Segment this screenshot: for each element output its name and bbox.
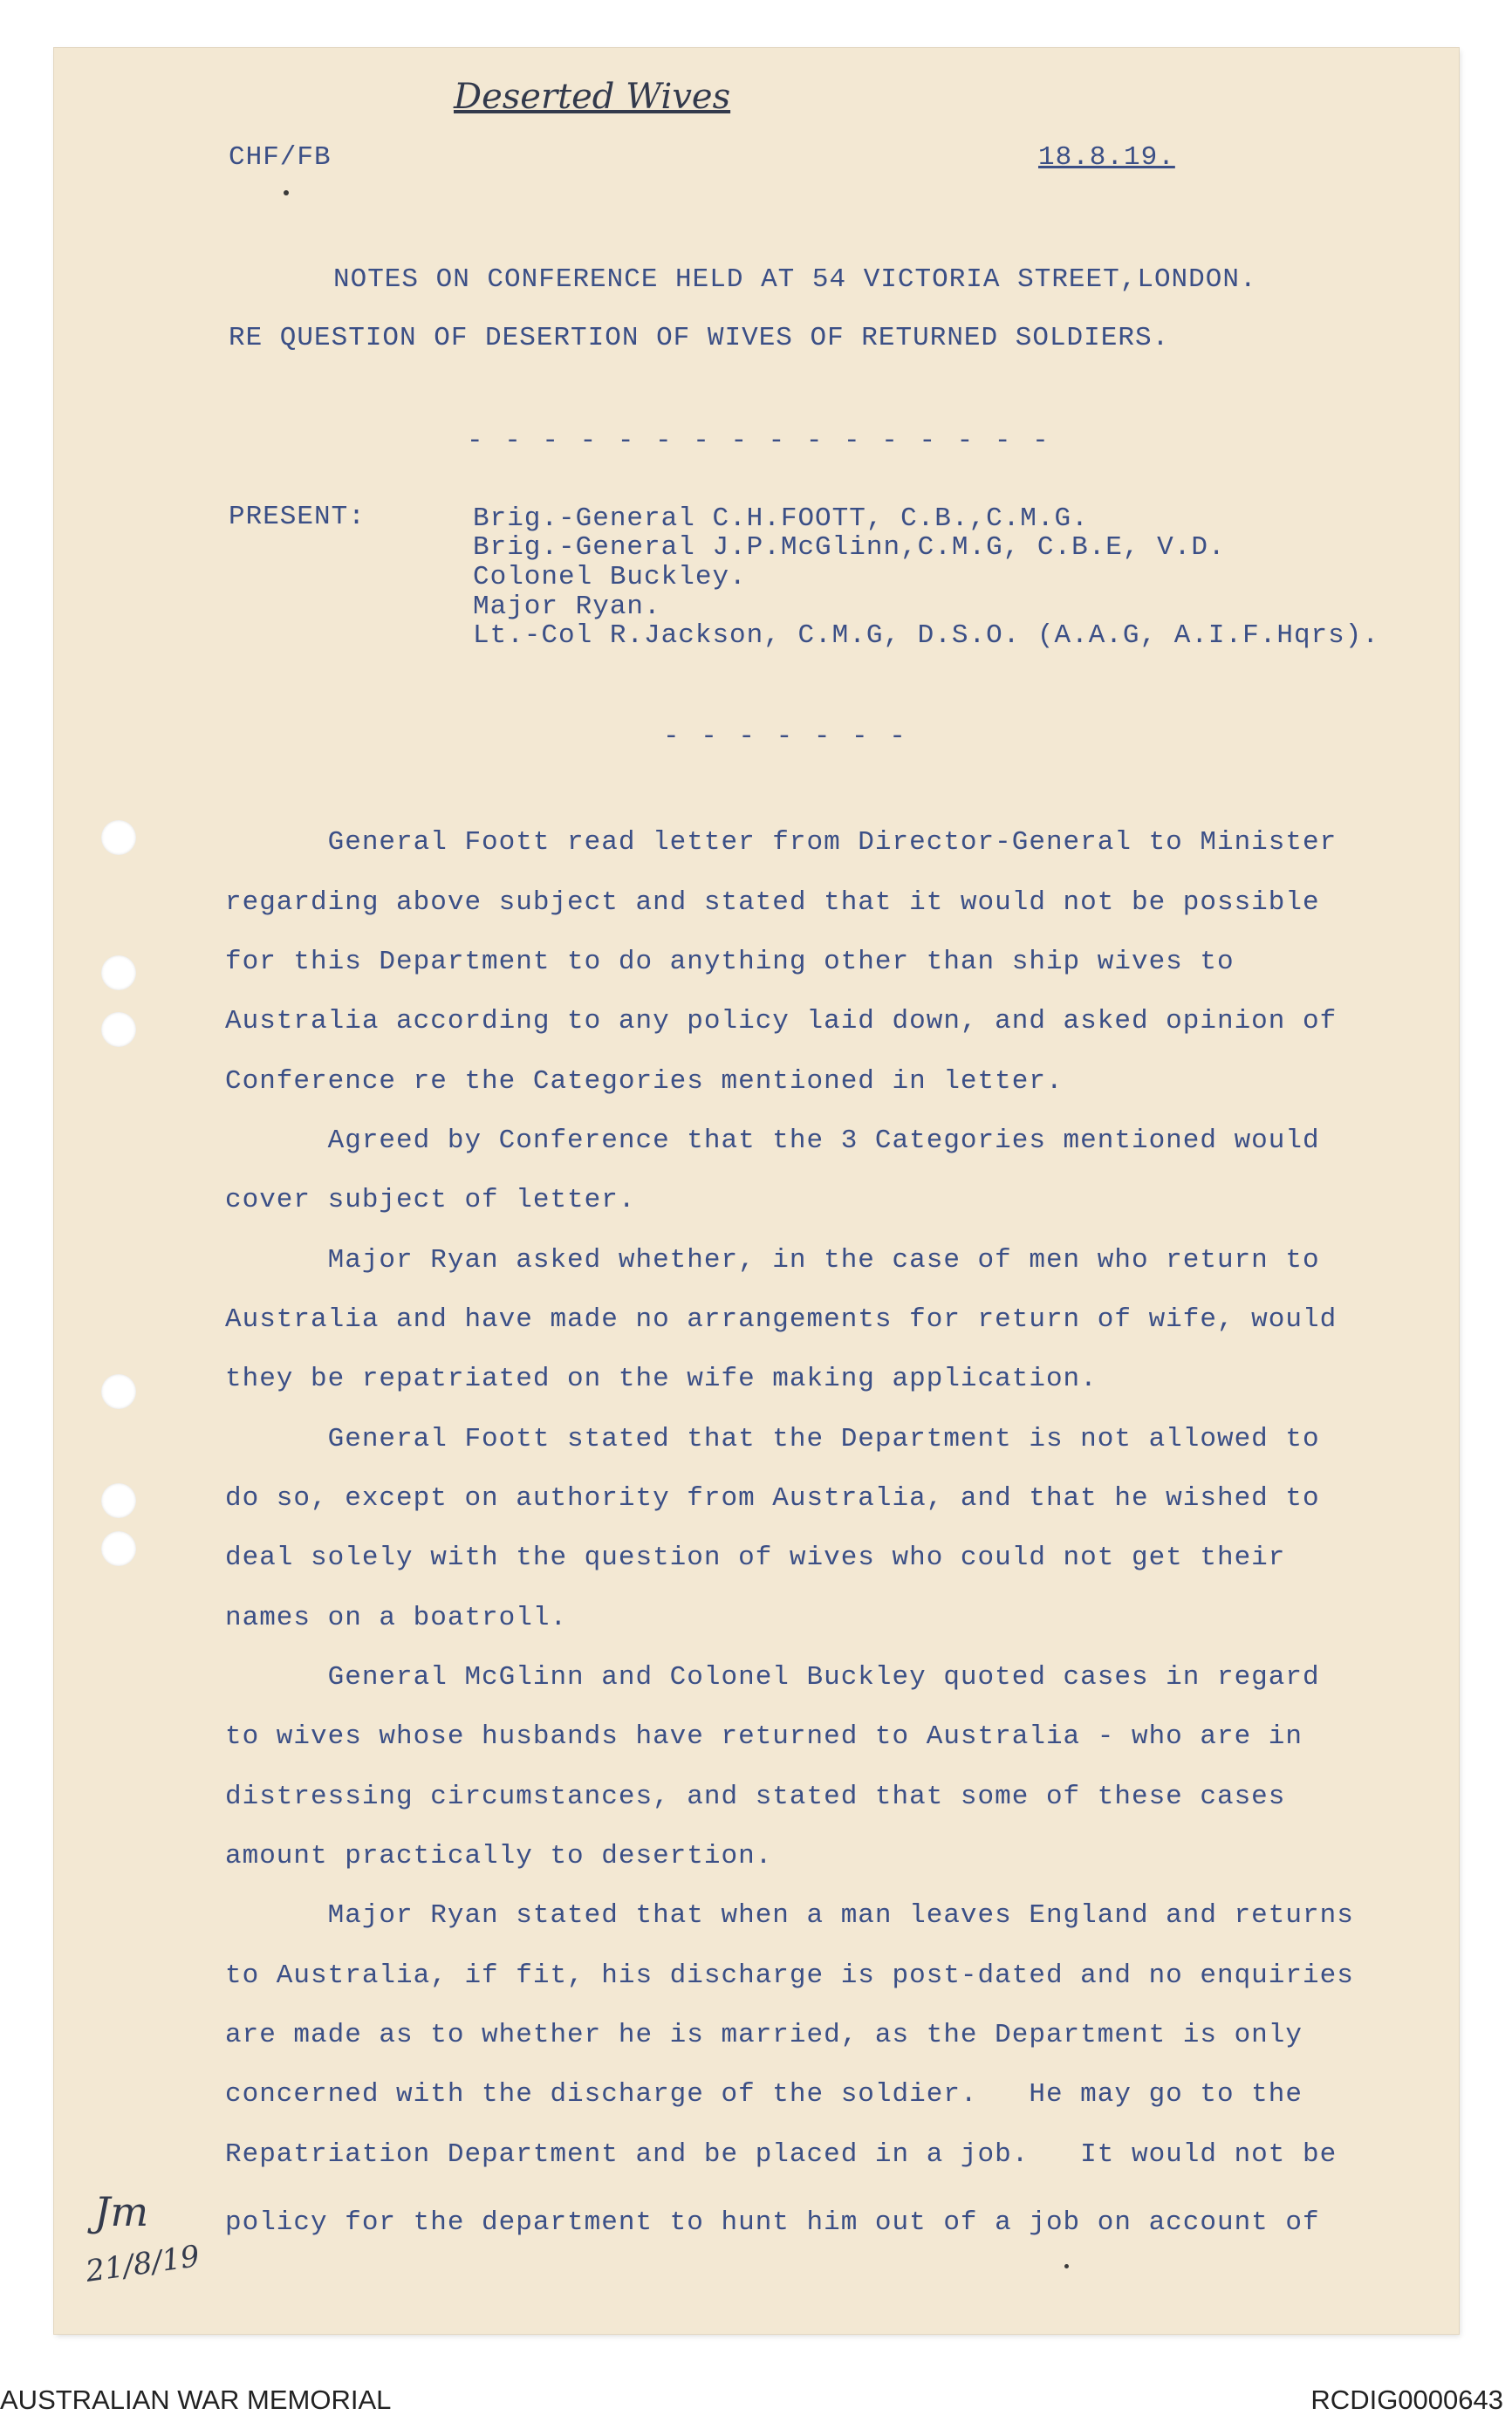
- present-name: Major Ryan.: [473, 592, 661, 622]
- separator-rule-short: - - - - - - -: [663, 722, 908, 752]
- body-line: distressing circumstances, and stated that some of these cases: [225, 1782, 1286, 1812]
- body-line: policy for the department to hunt him out of a job on account of: [225, 2207, 1320, 2238]
- body-line: Australia and have made no arrangements for return of wife, would: [225, 1304, 1338, 1335]
- identifier-caption: RCDIG0000643: [1310, 2384, 1503, 2415]
- body-line: General Foott stated that the Department is not allowed to: [225, 1424, 1320, 1454]
- body-line: names on a boatroll.: [225, 1603, 568, 1633]
- body-line: regarding above subject and stated that it would not be possible: [225, 887, 1320, 918]
- ink-mark: [1064, 2264, 1069, 2268]
- body-line: Major Ryan stated that when a man leaves England and returns: [225, 1900, 1354, 1931]
- body-line: concerned with the discharge of the soldier. He may go to the: [225, 2079, 1303, 2110]
- body-line: deal solely with the question of wives who could not get their: [225, 1543, 1286, 1573]
- reference-code: CHF/FB: [229, 142, 332, 173]
- handwritten-initials: Jm: [94, 2188, 149, 2235]
- punch-hole: [101, 1483, 136, 1518]
- punch-hole: [101, 1012, 136, 1047]
- present-name: Colonel Buckley.: [473, 562, 747, 592]
- handwritten-title: Deserted Wives: [454, 77, 731, 117]
- body-line: do so, except on authority from Australia, and that he wished to: [225, 1483, 1320, 1514]
- document-date: 18.8.19.: [1038, 142, 1175, 173]
- body-line: Major Ryan asked whether, in the case of men who return to: [225, 1245, 1320, 1276]
- body-line: General Foott read letter from Director-General to Minister: [225, 827, 1338, 858]
- body-line: amount practically to desertion.: [225, 1841, 773, 1871]
- punch-hole: [101, 955, 136, 990]
- heading-line-2: RE QUESTION OF DESERTION OF WIVES OF RETURNED SOLDIERS.: [229, 323, 1170, 353]
- present-name: Lt.-Col R.Jackson, C.M.G, D.S.O. (A.A.G, A.I.F.Hqrs).: [473, 620, 1379, 651]
- institution-caption: AUSTRALIAN WAR MEMORIAL: [0, 2384, 392, 2415]
- present-name: Brig.-General J.P.McGlinn,C.M.G, C.B.E, V.D.: [473, 532, 1226, 563]
- body-line: General McGlinn and Colonel Buckley quoted cases in regard: [225, 1662, 1320, 1693]
- ink-mark: [284, 190, 289, 195]
- body-line: Conference re the Categories mentioned in letter.: [225, 1066, 1064, 1097]
- body-line: Australia according to any policy laid down, and asked opinion of: [225, 1006, 1338, 1037]
- punch-hole: [101, 1374, 136, 1409]
- body-line: cover subject of letter.: [225, 1185, 636, 1215]
- punch-hole: [101, 820, 136, 855]
- body-line: to wives whose husbands have returned to Australia - who are in: [225, 1721, 1303, 1752]
- heading-line-1: NOTES ON CONFERENCE HELD AT 54 VICTORIA STREET,LONDON.: [333, 264, 1257, 295]
- present-name: Brig.-General C.H.FOOTT, C.B.,C.M.G.: [473, 503, 1089, 534]
- body-line: they be repatriated on the wife making application.: [225, 1364, 1098, 1394]
- punch-hole: [101, 1531, 136, 1566]
- separator-rule: - - - - - - - - - - - - - - - -: [467, 426, 1051, 456]
- body-line: are made as to whether he is married, as the Department is only: [225, 2020, 1303, 2050]
- body-line: for this Department to do anything other than ship wives to: [225, 947, 1235, 977]
- handwritten-date: 21/8/19: [83, 2239, 202, 2289]
- present-label: PRESENT:: [229, 502, 366, 532]
- body-line: to Australia, if fit, his discharge is post-dated and no enquiries: [225, 1960, 1354, 1991]
- body-line: Agreed by Conference that the 3 Categories mentioned would: [225, 1125, 1320, 1156]
- body-line: Repatriation Department and be placed in a job. It would not be: [225, 2139, 1338, 2170]
